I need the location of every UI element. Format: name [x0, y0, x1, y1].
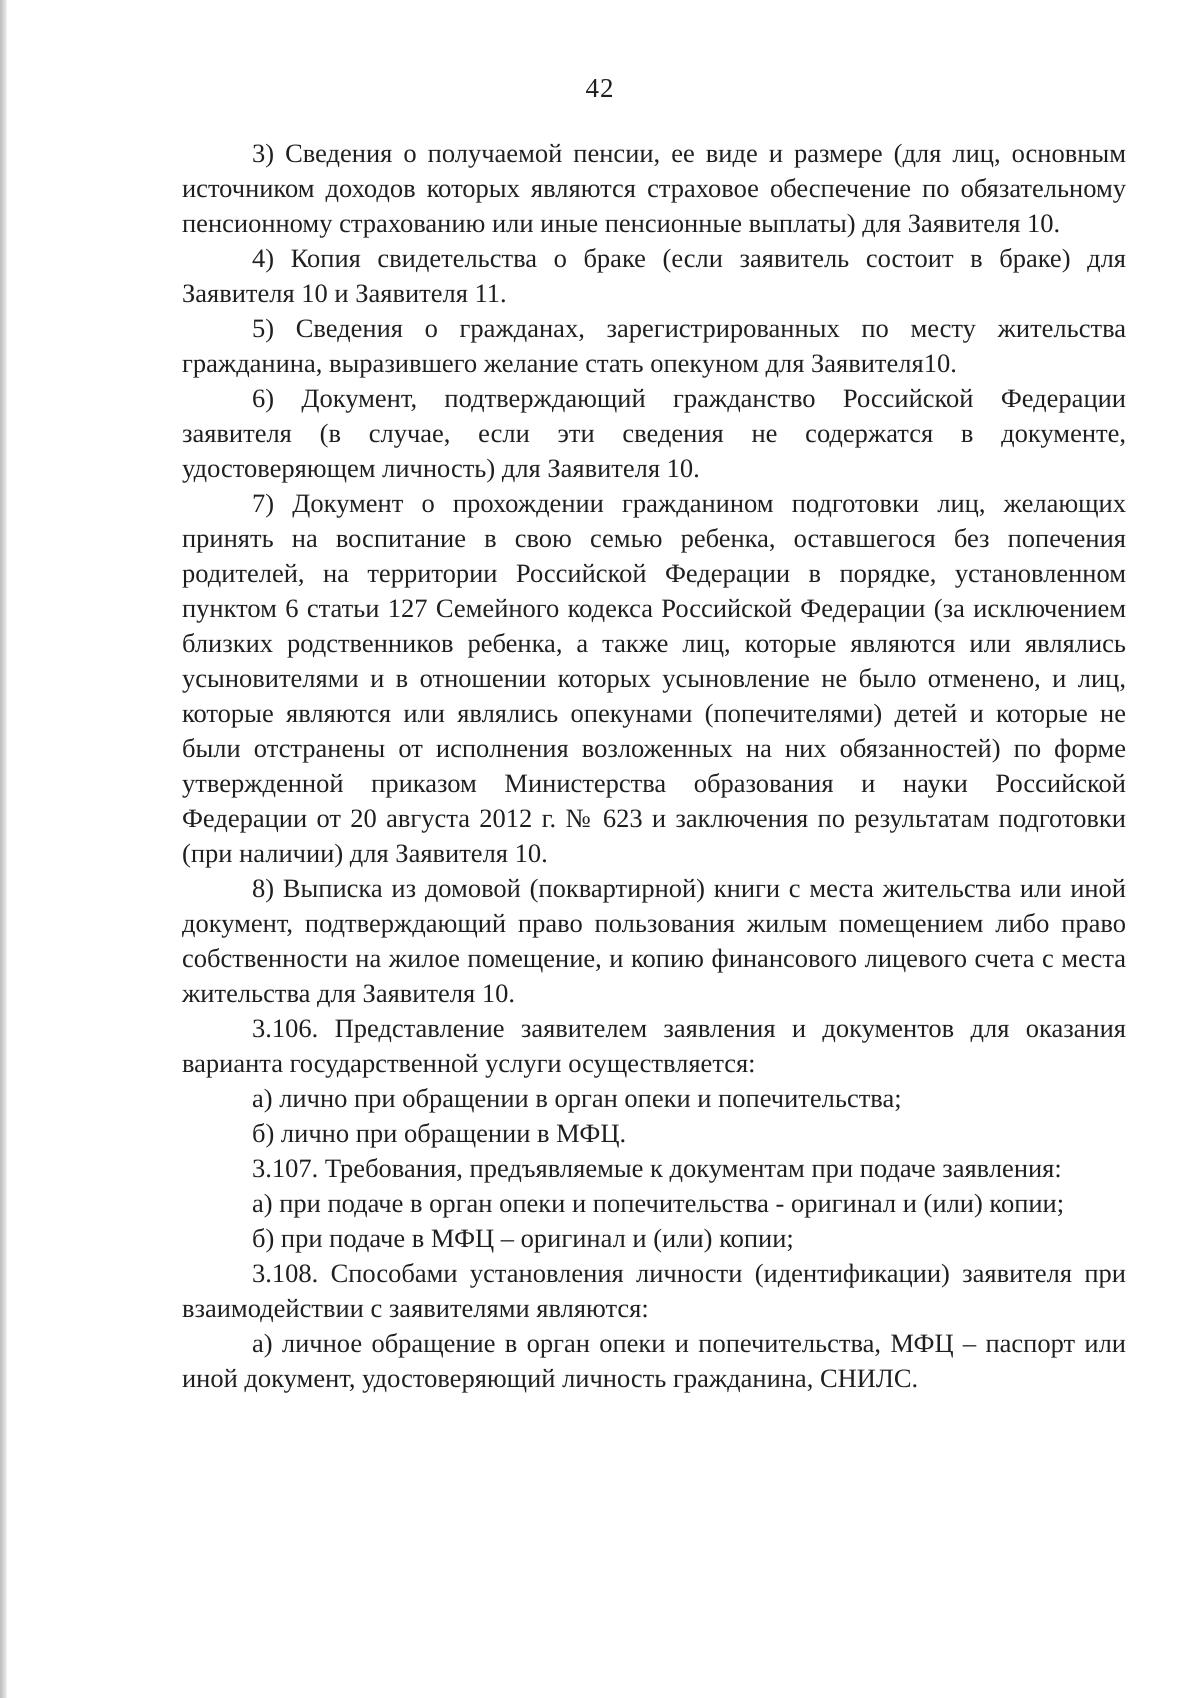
scan-edge: [0, 0, 7, 1698]
paragraph-3-107-b: б) при подаче в МФЦ – оригинал и (или) копии;: [252, 1223, 794, 1253]
paragraph-3-107: 3.107. Требования, предъявляемые к документам при подаче заявления:: [252, 1153, 1062, 1183]
page-number: 42: [585, 73, 615, 103]
paragraph-item-4-marriage-certificate: 4) Копия свидетельства о браке (если заявитель состоит в браке) для Заявителя 10 и Заявителя 11.: [182, 243, 1126, 308]
paragraph-3-106-a: а) лично при обращении в орган опеки и попечительства;: [252, 1083, 902, 1113]
paragraph-item-5-registered-citizens: 5) Сведения о гражданах, зарегистрированных по месту жительства гражданина, выразившего желание стать опекуном для Заявителя10.: [182, 313, 1126, 378]
paragraph-3-108: 3.108. Способами установления личности (идентификации) заявителя при взаимодействии с заявителями являются:: [182, 1258, 1126, 1323]
paragraph-3-107-a: а) при подаче в орган опеки и попечительства - оригинал и (или) копии;: [252, 1188, 1065, 1218]
paragraph-item-8-house-register: 8) Выписка из домовой (поквартирной) книги с места жительства или иной документ, подтверждающий право пользования жилым помещением либо право собственности на жилое помещение, и копию финансового лицевого счета с места жительства для Заявителя 10.: [182, 873, 1126, 1008]
paragraph-3-106-b: б) лично при обращении в МФЦ.: [252, 1118, 627, 1148]
paragraph-item-3-pension: 3) Сведения о получаемой пенсии, ее виде и размере (для лиц, основным источником доходов которых являются страховое обеспечение по обязательному пенсионному страхованию или иные пенсионные выплаты) для Заявителя 10.: [182, 138, 1126, 238]
paragraph-item-7-training: 7) Документ о прохождении гражданином подготовки лиц, желающих принять на воспитание в свою семью ребенка, оставшегося без попечения родителей, на территории Российской Федерации в порядке, установленном пунктом 6 статьи 127 Семейного кодекса Российской Федерации (за исключением близких родственников ребенка, а также лиц, которые являются или являлись усыновителями и в отношении которых усыновление не было отменено, и лиц, которые являются или являлись опекунами (попечителями) детей и которые не были отстранены от исполнения возложенных на них обязанностей) по форме утвержденной приказом Министерства образования и науки Российской Федерации от 20 августа 2012 г. № 623 и заключения по результатам подготовки (при наличии) для Заявителя 10.: [182, 488, 1126, 868]
paragraph-item-6-citizenship: 6) Документ, подтверждающий гражданство Российской Федерации заявителя (в случае, если эти сведения не содержатся в документе, удостоверяющем личность) для Заявителя 10.: [182, 383, 1126, 483]
document-body: [182, 136, 1126, 1396]
paragraph-3-108-a: а) личное обращение в орган опеки и попечительства, МФЦ – паспорт или иной документ, удостоверяющий личность гражданина, СНИЛС.: [182, 1328, 1126, 1393]
paragraph-3-106: 3.106. Представление заявителем заявления и документов для оказания варианта государственной услуги осуществляется:: [182, 1013, 1126, 1078]
